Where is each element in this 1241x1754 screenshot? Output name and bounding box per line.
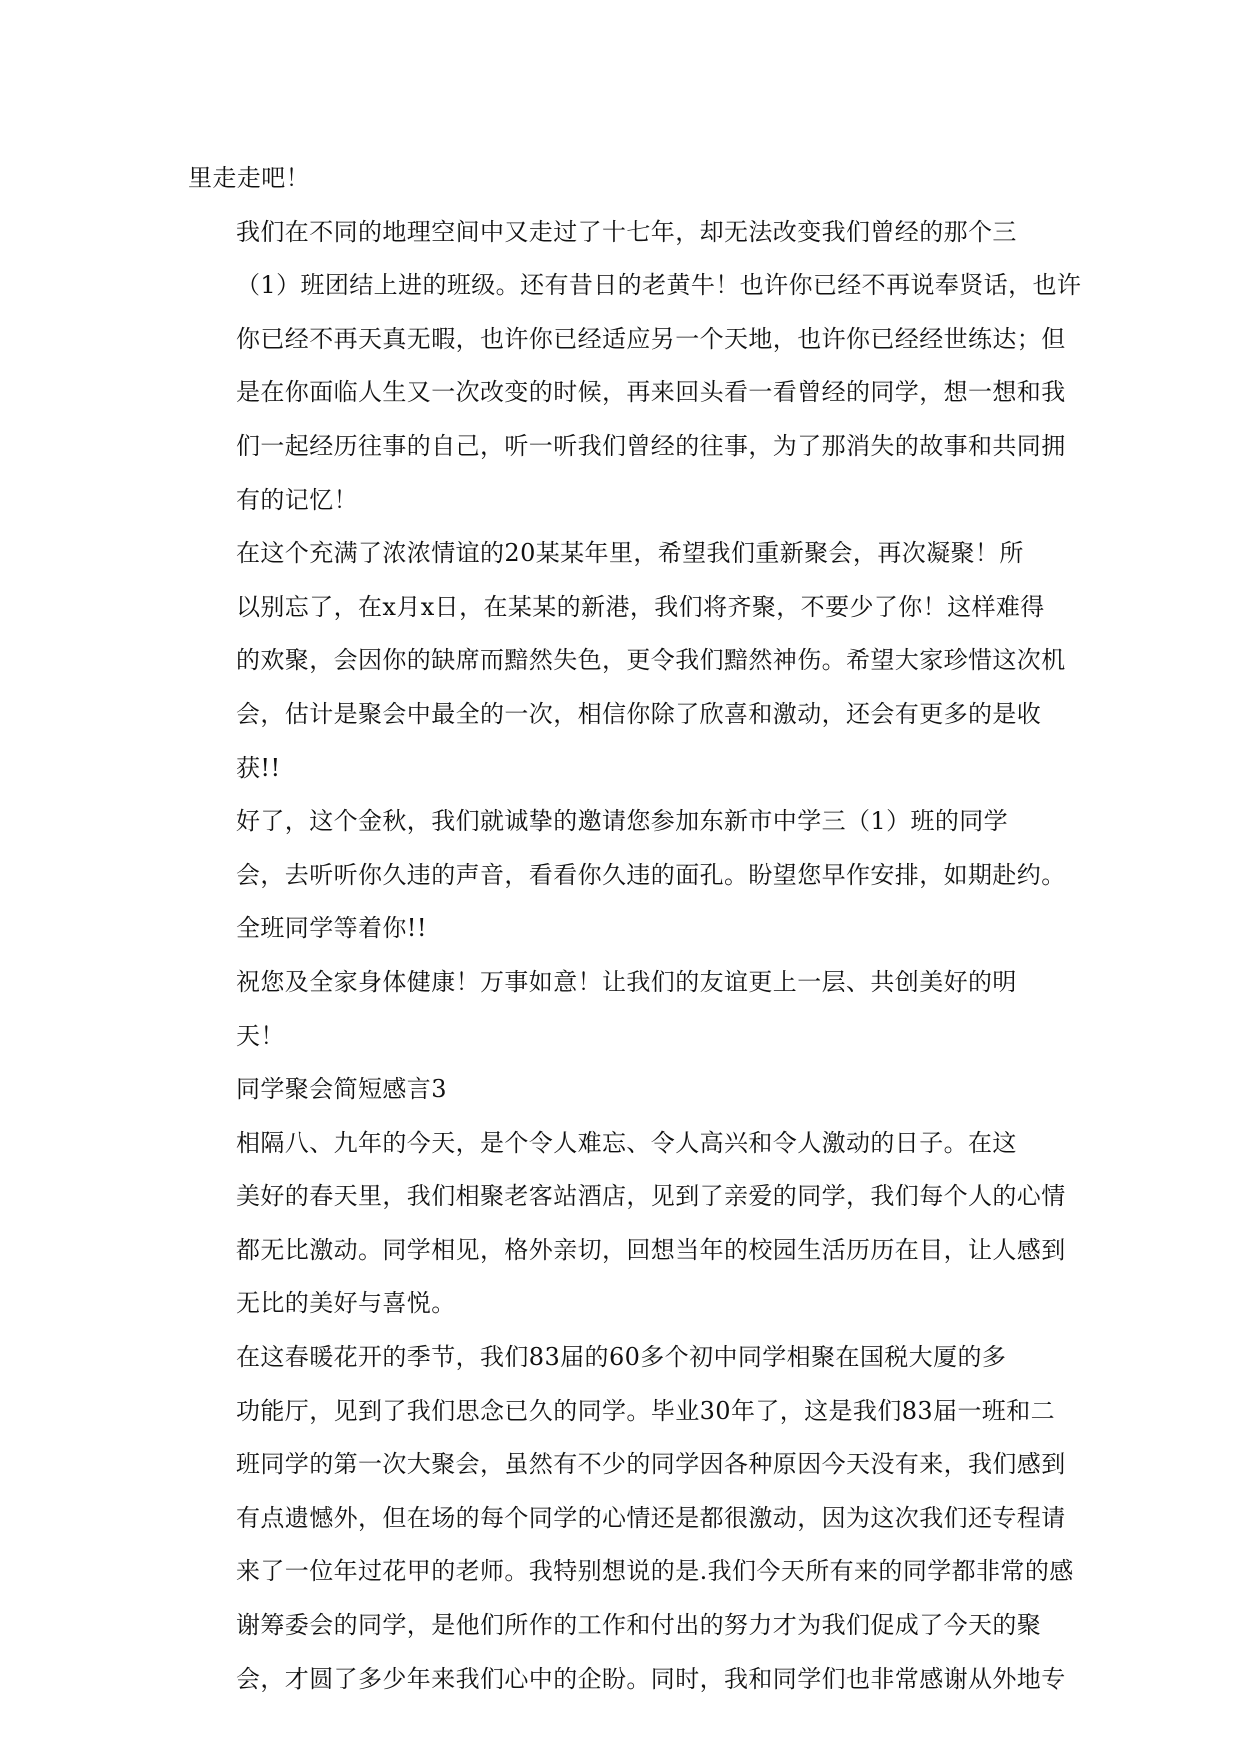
text-line: 都无比激动。同学相见，格外亲切，回想当年的校园生活历历在目，让人感到	[236, 1235, 1066, 1264]
text-line: 会，才圆了多少年来我们心中的企盼。同时，我和同学们也非常感谢从外地专	[236, 1664, 1066, 1693]
paragraph	[188, 527, 1066, 795]
paragraph	[188, 956, 1058, 1063]
text-line: 我们在不同的地理空间中又走过了十七年，却无法改变我们曾经的那个三	[236, 217, 1017, 246]
text-line: 相隔八、九年的今天，是个令人难忘、令人高兴和令人激动的日子。在这	[236, 1128, 1017, 1157]
text-line: 你已经不再天真无暇，也许你已经适应另一个天地，也许你已经经世练达；但	[236, 324, 1066, 353]
text-line: 祝您及全家身体健康！万事如意！让我们的友谊更上一层、共创美好的明	[236, 967, 1017, 996]
text-line: 以别忘了，在x月x日，在某某的新港，我们将齐聚，不要少了你！这样难得	[236, 592, 1045, 621]
text-line: 美好的春天里，我们相聚老客站酒店，见到了亲爱的同学，我们每个人的心情	[236, 1182, 1066, 1211]
text-line: 全班同学等着你!!	[236, 914, 427, 943]
paragraph	[188, 1331, 1074, 1706]
section-heading	[188, 1063, 1058, 1117]
text-line: 同学聚会简短感言3	[236, 1075, 447, 1104]
text-line: 的欢聚，会因你的缺席而黯然失色，更令我们黯然神伤。希望大家珍惜这次机	[236, 646, 1066, 675]
text-line: 有点遗憾外，但在场的每个同学的心情还是都很激动，因为这次我们还专程请	[236, 1503, 1066, 1532]
text-line: 会，去听听你久违的声音，看看你久违的面孔。盼望您早作安排，如期赴约。	[236, 860, 1066, 889]
text-line: 是在你面临人生又一次改变的时候，再来回头看一看曾经的同学，想一想和我	[236, 378, 1066, 407]
text-line: 会，估计是聚会中最全的一次，相信你除了欣喜和激动，还会有更多的是收	[236, 699, 1042, 728]
text-line: 有的记忆！	[236, 485, 358, 514]
text-line: 在这个充满了浓浓情谊的20某某年里，希望我们重新聚会，再次凝聚！所	[236, 539, 1024, 568]
text-line: 无比的美好与喜悦。	[236, 1289, 456, 1318]
text-line: 们一起经历往事的自己，听一听我们曾经的往事，为了那消失的故事和共同拥	[236, 431, 1066, 460]
paragraph	[188, 795, 1066, 956]
text-line: 功能厅，见到了我们思念已久的同学。毕业30年了，这是我们83届一班和二	[236, 1396, 1056, 1425]
text-line: 班同学的第一次大聚会，虽然有不少的同学因各种原因今天没有来，我们感到	[236, 1450, 1066, 1479]
text-line: 里走走吧！	[188, 164, 310, 192]
text-line: （1）班团结上进的班级。还有昔日的老黄牛！也许你已经不再说奉贤话，也许	[236, 271, 1082, 300]
paragraph	[188, 1117, 1066, 1331]
text-line: 天！	[236, 1021, 285, 1050]
text-line: 获!!	[236, 753, 281, 782]
text-line: 好了，这个金秋，我们就诚挚的邀请您参加东新市中学三（1）班的同学	[236, 807, 1009, 836]
text-line: 谢筹委会的同学，是他们所作的工作和付出的努力才为我们促成了今天的聚	[236, 1611, 1042, 1640]
paragraph	[188, 152, 1058, 206]
text-line: 来了一位年过花甲的老师。我特别想说的是.我们今天所有来的同学都非常的感	[236, 1557, 1074, 1586]
paragraph	[188, 206, 1082, 528]
text-line: 在这春暖花开的季节，我们83届的60多个初中同学相聚在国税大厦的多	[236, 1343, 1007, 1372]
document-body	[188, 152, 1082, 1706]
